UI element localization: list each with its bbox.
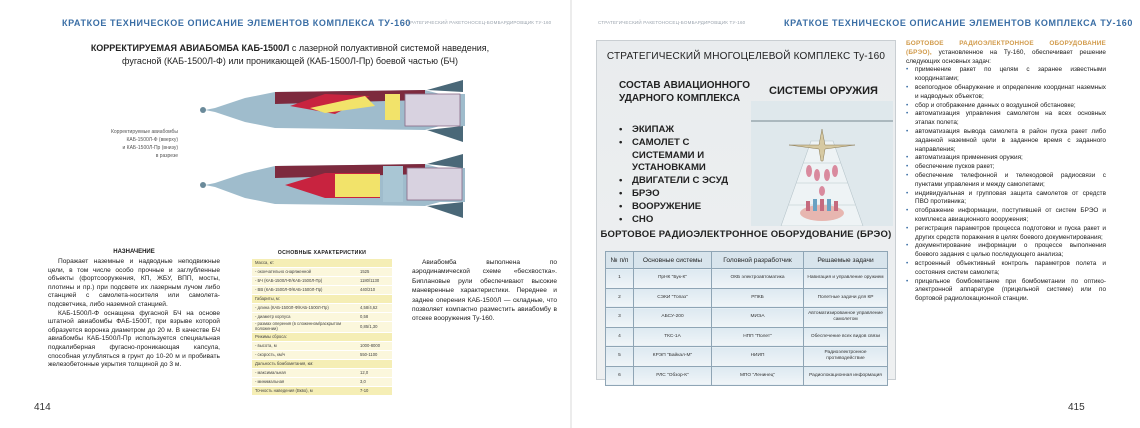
specs-rows [252,259,392,396]
heading-line: УДАРНОГО КОМПЛЕКСА [619,93,741,104]
cell-task: Автоматизированное управление самолетом [804,308,888,328]
cell-task: Радиоэлектронное противодействие [804,347,888,367]
spec-row [252,342,392,351]
poster-weapons-heading: СИСТЕМЫ ОРУЖИЯ [769,85,878,97]
brao-table-body [606,269,888,386]
spec-value: 7-10 [360,387,369,393]
brao-description [906,40,1106,304]
spec-row [252,322,392,333]
article-title [80,42,500,68]
spec-label: - минимальная [255,378,285,384]
brao-task-item: • применение ракет по целям с заранее известными координатами; [906,66,1106,84]
running-header-section: КРАТКОЕ ТЕХНИЧЕСКОЕ ОПИСАНИЕ ЭЛЕМЕНТОВ КОМПЛЕКСА ТУ-160 [62,18,411,28]
brao-task-list [906,66,1106,304]
spec-value: 1000-8000 [360,342,381,348]
spec-label: - ВВ (КАБ-1500Л-Ф/КАБ-1500Л-Пр) [255,286,323,292]
spec-row [252,378,392,387]
spec-row [252,387,392,396]
col-header-systems: Основные системы [634,252,712,269]
spec-label: - окончательно снаряженной [255,268,312,274]
aero-section [412,258,557,324]
brao-task-item: • автоматизация управления самолетом на всех основных этапах полета; [906,110,1106,128]
spec-row [252,369,392,378]
caption-line: и КАБ-1500Л-Пр (внизу) [122,145,178,151]
right-page [572,0,1140,428]
spec-row [252,351,392,360]
brao-task-item: • встроенный объективный контроль параметров полета и состояния систем самолета; [906,260,1106,278]
article-title-rest: с лазерной полуактивной системой наведения, фугасной (КАБ-1500Л-Ф) или проникающей (КАБ-1500Л-Пр) боевой частью (БЧ) [122,43,490,66]
spec-row [252,268,392,277]
cell-system: ПрНК "Бук-К" [634,269,712,289]
brao-table-row [606,269,888,289]
col-header-developer: Головной разработчик [712,252,804,269]
composition-item: • ЭКИПАЖ [619,124,751,137]
brao-task-item: • отображение информации, поступившей от систем БРЭО и комплекса авиационного вооружения; [906,207,1106,225]
brao-lead-rest: установленное на Ту-160, обеспечивает решение следующих основных задач: [906,48,1106,65]
composition-item: • СНО [619,214,751,227]
spec-value: 12,0 [360,369,369,375]
cell-developer: ОКБ электроавтоматика [712,269,804,289]
cell-system: СЭКИ "Топаз" [634,288,712,308]
brao-task-item: • сбор и отображение данных о воздушной обстановке; [906,102,1106,111]
caption-line: КАБ-1500Л-Ф (вверху) [126,137,178,143]
cell-task: Навигация и управление оружием [804,269,888,289]
spec-label: Точность наведения (Вкво), м [255,387,313,393]
cell-task: Радиолокационная информация [804,366,888,386]
spec-label: Габариты, м: [255,295,280,301]
bomb-kab-1500l-pr [200,154,465,218]
spec-label: - длина (КАБ-1500Л-Ф/КАБ-1500Л-Пр) [255,304,329,310]
cell-task: Обеспечение всех видов связи [804,327,888,347]
composition-item: • ВООРУЖЕНИЕ [619,201,751,214]
spec-row [252,333,392,342]
brao-task-item: • прицельное бомбометание при бомбометании по оптико-электронной аппаратуре (прицельной системе) или по бортовой радиолокационной станции. [906,278,1106,304]
spec-value: 1180/1130 [360,277,380,283]
brao-task-item: • обеспечение телефонной и телекодовой радиосвязи с пунктами управления и между самолетами; [906,172,1106,190]
brao-task-item: • регистрация параметров процесса подготовки и пуска ракет и других средств поражения в целях боевого документирования; [906,225,1106,243]
cell-number: 6 [606,366,634,386]
poster-title: СТРАТЕГИЧЕСКИЙ МНОГОЦЕЛЕВОЙ КОМПЛЕКС Ту-160 [606,51,886,62]
spec-label: Режимы сброса: [255,333,287,339]
running-header-book: СТРАТЕГИЧЕСКИЙ РАКЕТОНОСЕЦ-БОМБАРДИРОВЩИК ТУ-160 [598,20,746,25]
bomb-cutaway-illustration [195,80,485,230]
spec-row [252,304,392,313]
spec-value: 4,58/4,62 [360,304,378,310]
brao-table-row [606,366,888,386]
brao-table-row [606,288,888,308]
weapons-systems-illustration [751,101,893,226]
cell-system: ТКС-1А [634,327,712,347]
spec-value: 3,0 [360,378,366,384]
purpose-section [48,248,220,370]
spec-label: - скорость, км/ч [255,351,286,357]
running-header-book: СТРАТЕГИЧЕСКИЙ РАКЕТОНОСЕЦ-БОМБАРДИРОВЩИК ТУ-160 [404,20,552,25]
complex-poster [596,40,896,380]
brao-task-item: • индивидуальная и групповая защита самолетов от средств ПВО противника; [906,190,1106,208]
spec-row [252,259,392,268]
cell-developer: НИИП [712,347,804,367]
spec-label: Масса, кг: [255,259,275,265]
purpose-heading: НАЗНАЧЕНИЕ [113,249,155,255]
cell-number: 1 [606,269,634,289]
spec-value: 0,85/1,30 [360,323,378,329]
brao-table-row [606,347,888,367]
caption-line: Корректируемые авиабомбы [110,129,178,135]
article-title-bold: КОРРЕКТИРУЕМАЯ АВИАБОМБА КАБ-1500Л [90,43,290,53]
spec-value: 550-1100 [360,351,378,357]
spec-value: 440/210 [360,286,376,292]
brao-lead-accent: БОРТОВОЕ РАДИОЭЛЕКТРОННОЕ ОБОРУДОВАНИЕ (БРЭО), [906,40,1106,56]
brao-task-item: • автоматизация вывода самолета в район пуска ракет либо заданной наземной цели в заданное время с заданного направления; [906,128,1106,154]
cell-task: Полетные задачи для КР [804,288,888,308]
brao-lead [906,40,1106,66]
cell-developer: МПО "Ленинец" [712,366,804,386]
cell-developer: РПКБ [712,288,804,308]
spec-label: - максимальная [255,369,286,375]
brao-table-title: БОРТОВОЕ РАДИОЭЛЕКТРОННОЕ ОБОРУДОВАНИЕ (БРЭО) [600,229,892,240]
cell-system: АБСУ-200 [634,308,712,328]
purpose-paragraph: КАБ-1500Л-Ф оснащена фугасной БЧ на основе штатной авиабомбы ФАБ-1500Т, при взрыве которой образуется воронка диаметром до 20 м. В качестве БЧ авиабомбы КАБ-1500Л-Пр используется специальная подкалиберная фугасно-проникающая капсула, способная углубляться в грунт до 10-20 м и пробивать железобетонные укрытия толщиной до 3 м. [48,309,220,369]
running-header-section: КРАТКОЕ ТЕХНИЧЕСКОЕ ОПИСАНИЕ ЭЛЕМЕНТОВ КОМПЛЕКСА ТУ-160 [784,18,1133,28]
cell-number: 4 [606,327,634,347]
spec-label: - БЧ (КАБ-1500Л-Ф/КАБ-1500Л-Пр) [255,277,323,283]
spec-label: - высота, м [255,342,277,348]
figure-caption [60,128,178,160]
brao-table-header-row [606,252,888,269]
spec-label: - диаметр корпуса [255,313,291,319]
brao-task-item: • обеспечение пусков ракет; [906,163,1106,172]
cell-developer: НПП "Полет" [712,327,804,347]
purpose-paragraph: Поражает наземные и надводные неподвижные цели, в том числе особо прочные и заглубленные объекты (фортсооружения, КП, ЖБУ, ВПП, мосты, плотины и пр.) при подсвете их лазерным лучом либо станцией с самолета-носителя или самолета-подсветчика, либо наземной станцией. [48,258,220,308]
poster-composition-heading [619,79,750,105]
spec-label: - размах оперения (в сложенном/раскрытом положении) [255,321,341,331]
cell-system: РЛС "Обзор-К" [634,366,712,386]
composition-item: • ДВИГАТЕЛИ С ЭСУД [619,175,751,188]
brao-task-item: • документирование информации о процессе выполнения боевого задания с целью последующего анализа; [906,242,1106,260]
caption-line: в разрезе [155,153,178,159]
cell-system: КРЭП "Байкал-М" [634,347,712,367]
specs-heading: ОСНОВНЫЕ ХАРАКТЕРИСТИКИ [277,250,367,256]
page-number-right: 415 [1068,402,1085,413]
cell-number: 2 [606,288,634,308]
composition-item: • САМОЛЕТ С СИСТЕМАМИ И УСТАНОВКАМИ [619,137,751,175]
spec-row [252,360,392,369]
brao-table-row [606,327,888,347]
col-header-number: № п/п [606,252,634,269]
brao-task-item: • автоматизация применения оружия; [906,154,1106,163]
bomb-kab-1500l-f [200,80,465,142]
cell-number: 5 [606,347,634,367]
spec-value: 1525 [360,268,370,274]
composition-item: • БРЭО [619,188,751,201]
specs-table [252,250,392,396]
col-header-tasks: Решаемые задачи [804,252,888,269]
aero-paragraph: Авиабомба выполнена по аэродинамической схеме «бесхвостка». Биплановые рули обеспечивают высокие маневренные характеристики. Переднее и заднее оперения КАБ-1500Л — складные, что позволяет компактно разместить авиабомбу в отсеке вооружения Ту-160. [412,259,557,323]
heading-line: СОСТАВ АВИАЦИОННОГО [619,80,751,91]
spec-label: Дальность бомбометания, км: [255,360,314,366]
cell-developer: МИЭА [712,308,804,328]
brao-table-row [606,308,888,328]
spec-row [252,286,392,295]
composition-list [619,124,751,226]
cell-number: 3 [606,308,634,328]
spec-row [252,277,392,286]
brao-task-item: • всепогодное обнаружение и определение координат наземных и надводных объектов; [906,84,1106,102]
brao-table [605,251,888,386]
spec-value: 0,58 [360,313,369,319]
page-number-left: 414 [34,402,51,413]
spec-row [252,295,392,304]
